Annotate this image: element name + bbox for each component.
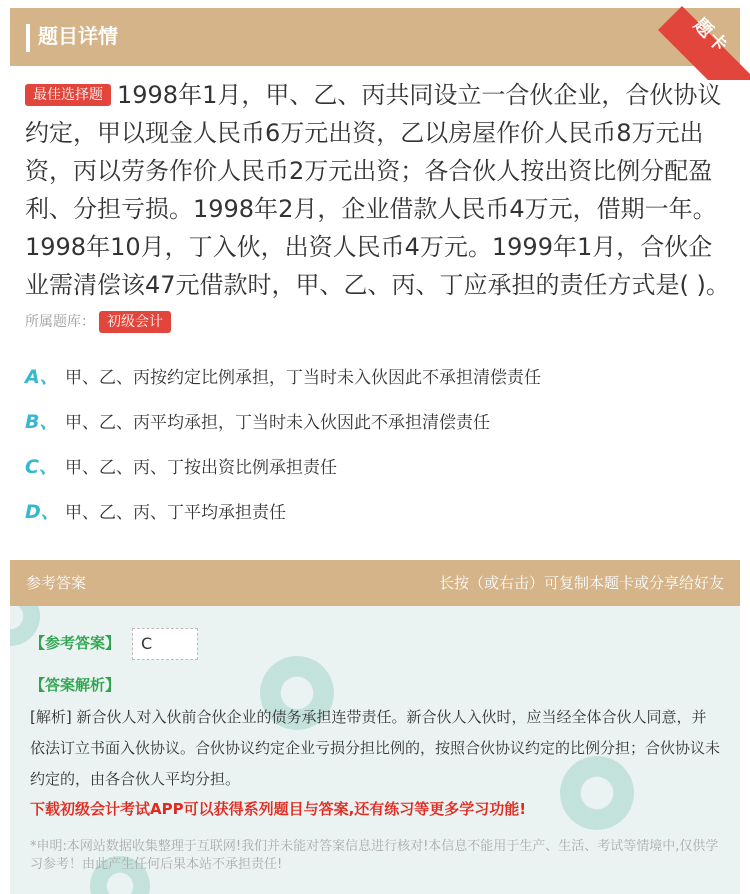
ribbon-label: 题卡 (689, 14, 733, 58)
answer-header-title: 参考答案 (26, 574, 87, 592)
question-text: 1998年1月，甲、乙、丙共同设立一合伙企业，合伙协议约定，甲以现金人民币6万元出资，乙以房屋作价人民币8万元出资，丙以劳务作价人民币2万元出资；各合伙人按出资比例分配盈利、分担亏损。1998年2月，企业借款人民币4万元，借期一年。1998年10月，丁入伙，出资人民币4万元。1999年1月，合伙企业需清偿该47元借款时，甲、乙、丙、丁应承担的责任方式是( )。 (25, 81, 730, 299)
option-letter: A、 (25, 366, 59, 388)
option-text: 甲、乙、丙按约定比例承担，丁当时未入伙因此不承担清偿责任 (65, 368, 541, 388)
analysis-text: [解析] 新合伙人对入伙前合伙企业的债务承担连带责任。新合伙人入伙时，应当经全体合伙人同意，并依法订立书面入伙协议。合伙协议约定企业亏损分担比例的，按照合伙协议约定的比例分担；合伙协议未约定的，由各合伙人平均分担。 (30, 708, 721, 788)
header-bar (10, 8, 740, 66)
option-d[interactable] (25, 499, 286, 526)
option-a[interactable] (25, 364, 541, 391)
question-bank (25, 310, 171, 334)
question-bank-label: 所属题库： (25, 314, 95, 330)
header-accent-bar (26, 24, 30, 52)
answer-header (10, 560, 740, 606)
option-text: 甲、乙、丙平均承担，丁当时未入伙因此不承担清偿责任 (65, 413, 490, 433)
option-letter: B、 (25, 411, 59, 433)
reference-answer-value: C (132, 628, 198, 660)
option-b[interactable] (25, 409, 490, 436)
card-ribbon (640, 0, 750, 80)
reference-answer-label: 【参考答案】 (30, 634, 121, 652)
disclaimer-text: *申明:本网站数据收集整理于互联网!我们并未能对答案信息进行核对!本信息不能用于生产、生活、考试等情境中,仅供学习参考！由此产生任何后果本站不承担责任! (30, 839, 719, 872)
question-type-badge: 最佳选择题 (25, 84, 111, 106)
question-bank-badge[interactable]: 初级会计 (99, 311, 171, 333)
option-c[interactable] (25, 454, 337, 481)
option-text: 甲、乙、丙、丁按出资比例承担责任 (65, 458, 337, 478)
option-text: 甲、乙、丙、丁平均承担责任 (65, 503, 286, 523)
option-letter: D、 (25, 501, 60, 523)
app-promo-link[interactable]: 下载初级会计考试APP可以获得系列题目与答案,还有练习等更多学习功能! (30, 800, 527, 818)
question-block (25, 76, 730, 304)
page-title: 题目详情 (38, 24, 118, 48)
answer-panel (10, 606, 740, 894)
analysis-label: 【答案解析】 (30, 676, 121, 694)
option-letter: C、 (25, 456, 58, 478)
share-hint: 长按（或右击）可复制本题卡或分享给好友 (438, 574, 724, 592)
